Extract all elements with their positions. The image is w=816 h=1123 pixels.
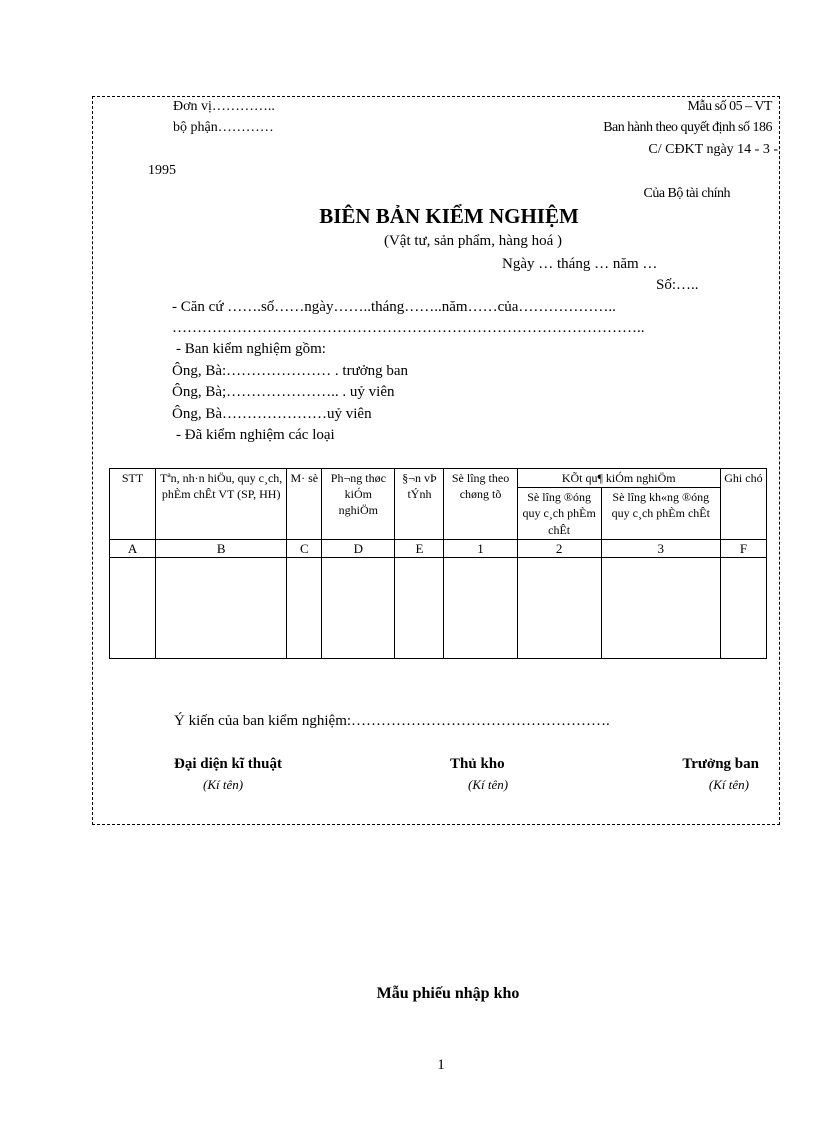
section-heading: Mẫu phiếu nhập kho: [376, 985, 520, 1002]
member-commissioner-1: Ông, Bà;………………….. . uỷ viên: [172, 384, 395, 400]
table-body-row: [110, 558, 767, 659]
signature-note-chairman: (Kí tên): [708, 777, 749, 792]
page-number: 1: [437, 1057, 445, 1073]
based-on-line: - Căn cứ …….số……ngày……..tháng……..năm……của………………..: [172, 299, 616, 315]
date-line: Ngày … tháng … năm …: [502, 256, 658, 272]
header-name-spec: Tªn, nh·n hiÖu, quy c¸ch, phÈm chÊt VT (SP, HH): [156, 469, 287, 540]
column-letter: B: [156, 539, 287, 558]
header-code: M· sè: [287, 469, 322, 540]
page-title: BIÊN BẢN KIỂM NGHIỆM: [319, 204, 579, 228]
committee-heading: - Ban kiểm nghiệm gồm:: [176, 341, 326, 357]
column-letter: F: [720, 539, 766, 558]
member-chairman: Ông, Bà:………………… . trưởng ban: [172, 363, 409, 379]
committee-chairman: Trưởng ban: [682, 756, 759, 772]
column-letter: E: [395, 539, 444, 558]
table-cell: [322, 558, 395, 659]
column-letter: D: [322, 539, 395, 558]
form-number: Mẫu số 05 – VT: [687, 99, 772, 114]
column-letter: 2: [517, 539, 601, 558]
column-letter: C: [287, 539, 322, 558]
header-notes: Ghi chó: [720, 469, 766, 540]
table-cell: [110, 558, 156, 659]
table-cell: [395, 558, 444, 659]
committee-opinion: Ý kiến của ban kiểm nghiệm:…………………………………………….: [174, 713, 610, 729]
inspected-items-heading: - Đã kiểm nghiệm các loại: [176, 427, 335, 443]
header-unit: §¬n vÞ tÝnh: [395, 469, 444, 540]
dotted-line: …………………………………………………………………………………..: [172, 320, 645, 336]
column-letter: 1: [444, 539, 517, 558]
header-method: Ph¬ng thøc kiÓm nghiÖm: [322, 469, 395, 540]
signature-note-technical: (Kí tên): [203, 777, 244, 792]
member-commissioner-2: Ông, Bà…………………uỷ viên: [172, 406, 372, 422]
table-cell: [287, 558, 322, 659]
bo-phan: bộ phận…………: [173, 120, 274, 135]
ministry-of-finance: Của Bộ tài chính: [643, 186, 730, 201]
document-number: Số:…..: [656, 277, 699, 293]
decision-date: C/ CĐKT ngày 14 - 3 -: [648, 142, 778, 157]
inspection-table: [109, 468, 767, 659]
column-letter: 3: [601, 539, 720, 558]
signature-note-storekeeper: (Kí tên): [468, 777, 509, 792]
table-cell: [517, 558, 601, 659]
technical-representative: Đại diện kĩ thuật: [174, 756, 282, 772]
table-cell: [444, 558, 517, 659]
don-vi: Đơn vị…………..: [173, 99, 275, 114]
column-letter-row: [110, 539, 767, 558]
header-qty-compliant: Sè lîng ®óng quy c¸ch phÈm chÊt: [517, 488, 601, 540]
header-inspection-result: KÕt qu¶ kiÓm nghiÖm: [517, 469, 720, 488]
storekeeper: Thủ kho: [450, 756, 505, 772]
table-cell: [156, 558, 287, 659]
header-qty-noncompliant: Sè lîng kh«ng ®óng quy c¸ch phÈm chÊt: [601, 488, 720, 540]
issued-by-decision: Ban hành theo quyết định số 186: [603, 120, 772, 135]
table-header-row: [110, 469, 767, 488]
table-cell: [720, 558, 766, 659]
column-letter: A: [110, 539, 156, 558]
header-qty-documents: Sè lîng theo chøng tõ: [444, 469, 517, 540]
page-subtitle: (Vật tư, sản phẩm, hàng hoá ): [383, 233, 563, 249]
decision-year: 1995: [148, 163, 176, 178]
header-stt: STT: [110, 469, 156, 540]
table-cell: [601, 558, 720, 659]
